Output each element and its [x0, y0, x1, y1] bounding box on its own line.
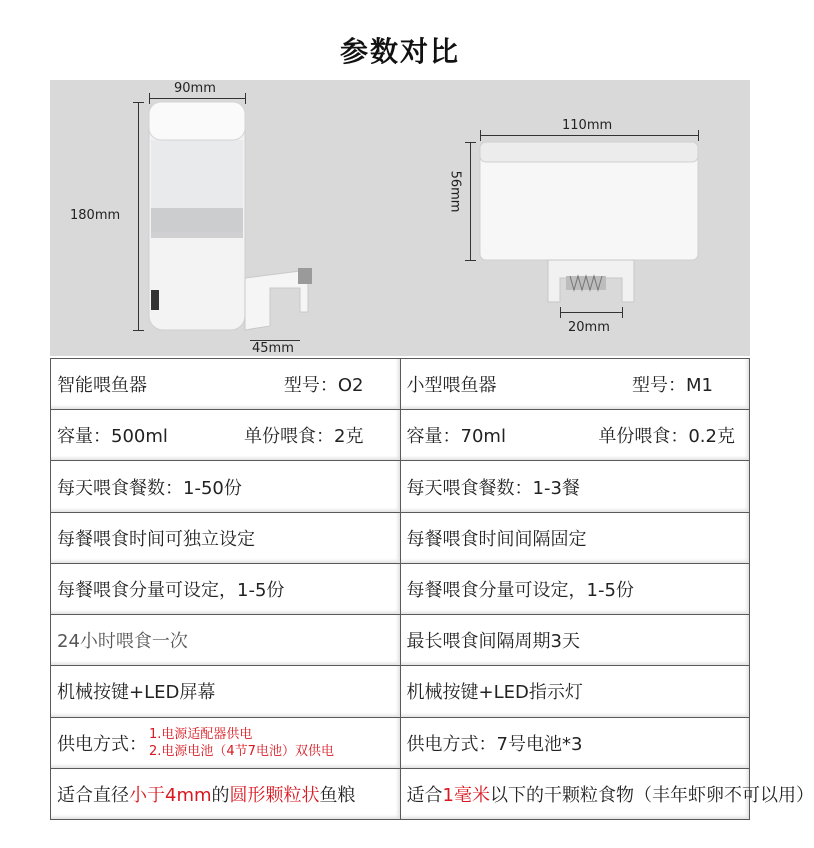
- left-cell: 每餐喂食分量可设定，1-5份: [51, 563, 401, 614]
- left-portion: 单份喂食：2克: [244, 426, 364, 448]
- food-text: 以下的干颗粒食物（丰年虾卵不可以用）: [489, 784, 814, 806]
- left-cell: 机械按键+LED屏幕: [51, 666, 401, 717]
- right-clamp-tick-a: [560, 307, 561, 318]
- left-width-line: [149, 98, 245, 99]
- table-row: [51, 359, 750, 410]
- table-row: [51, 666, 750, 717]
- right-width-line: [480, 135, 698, 136]
- left-cell: [51, 768, 401, 819]
- food-text: 适合直径: [57, 784, 129, 806]
- right-clamp-tick-b: [622, 307, 623, 318]
- left-width-label: 90mm: [174, 81, 216, 96]
- left-capacity: 容量：500ml: [57, 426, 168, 448]
- right-capacity: 容量：70ml: [406, 426, 506, 448]
- left-cell: [51, 717, 401, 768]
- right-portion: 单份喂食：0.2克: [598, 426, 735, 448]
- page-title: 参数对比: [339, 35, 460, 68]
- left-model: 型号：O2: [283, 375, 364, 397]
- right-cell: 每天喂食餐数：1-3餐: [400, 461, 750, 512]
- left-height-tick-b: [133, 330, 144, 331]
- table-row: [51, 410, 750, 461]
- table-row: [51, 461, 750, 512]
- table-row: [51, 768, 750, 819]
- smart-feeder-image: [50, 80, 750, 356]
- right-width-tick-a: [480, 130, 481, 141]
- table-row: [51, 512, 750, 563]
- spec-comparison-table: [50, 358, 814, 820]
- left-cell: [51, 410, 401, 461]
- left-bracket-label: 45mm: [252, 341, 294, 356]
- right-cell: 机械按键+LED指示灯: [400, 666, 750, 717]
- product-photo: [50, 80, 750, 356]
- power-option-2: 2.电源电池（4节7电池）双供电: [149, 743, 334, 759]
- right-cell: [400, 410, 750, 461]
- food-size-highlight: 小于4mm: [129, 784, 212, 806]
- food-shape-highlight: 圆形颗粒状: [229, 784, 320, 806]
- left-cell: 每天喂食餐数：1-50份: [51, 461, 401, 512]
- left-height-label: 180mm: [70, 208, 121, 223]
- right-cell: 每餐喂食时间间隔固定: [400, 512, 750, 563]
- left-height-line: [138, 102, 139, 330]
- right-height-tick-a: [465, 142, 476, 143]
- table-row: [51, 717, 750, 768]
- right-product-name: 小型喂鱼器: [406, 375, 497, 397]
- power-label: 供电方式：: [57, 733, 147, 755]
- table-row: [51, 563, 750, 614]
- right-model: 型号：M1: [632, 375, 713, 397]
- food-size-highlight: 1毫米: [442, 784, 490, 806]
- left-cell: 24小时喂食一次: [51, 615, 401, 666]
- right-cell: [400, 768, 814, 819]
- right-height-line: [470, 142, 471, 260]
- food-text: 鱼粮: [319, 784, 356, 806]
- right-width-tick-b: [698, 130, 699, 141]
- right-clamp-line: [560, 312, 622, 313]
- right-cell: 供电方式：7号电池*3: [400, 717, 750, 768]
- right-width-label: 110mm: [562, 118, 613, 133]
- right-height-label: 56mm: [447, 170, 463, 213]
- table-row: [51, 615, 750, 666]
- left-width-tick-a: [149, 93, 150, 104]
- left-cell: 每餐喂食时间可独立设定: [51, 512, 401, 563]
- left-cell: [51, 359, 401, 410]
- right-height-tick-b: [465, 260, 476, 261]
- right-clamp-label: 20mm: [568, 320, 610, 335]
- power-option-1: 1.电源适配器供电: [149, 726, 253, 742]
- right-cell: 每餐喂食分量可设定，1-5份: [400, 563, 750, 614]
- right-cell: 最长喂食间隔周期3天: [400, 615, 750, 666]
- food-text: 的: [211, 784, 230, 806]
- left-height-tick-a: [133, 102, 144, 103]
- right-cell: [400, 359, 750, 410]
- left-product-name: 智能喂鱼器: [57, 375, 147, 397]
- food-text: 适合: [406, 784, 443, 806]
- left-width-tick-b: [245, 93, 246, 104]
